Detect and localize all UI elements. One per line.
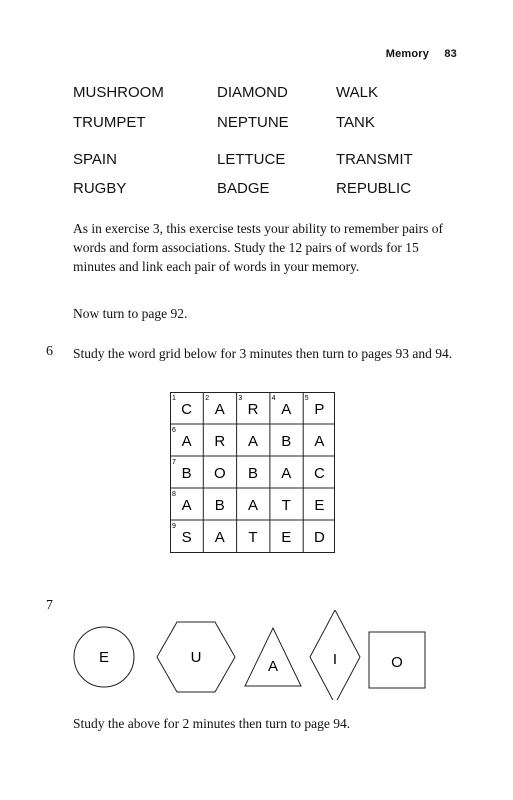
word: WALK [336,84,378,101]
grid-column-number: 3 [238,395,243,402]
grid-letter: A [281,401,292,418]
grid-letter: A [247,497,259,514]
running-header [386,48,457,60]
grid-letter: E [281,529,292,546]
grid-letter: E [314,497,325,514]
grid-letter: D [313,529,325,546]
grid-letter: T [281,497,291,514]
grid-row-number: 7 [172,459,176,466]
grid-row-number: 6 [172,427,176,434]
grid-letter: R [247,401,259,418]
exercise-instruction: Study the word grid below for 3 minutes then turn to pages 93 and 94. [73,346,453,361]
word: NEPTUNE [217,114,289,131]
grid-column-number: 2 [205,395,210,402]
grid-letter: A [314,433,325,450]
page-number: 83 [444,48,457,60]
grid-letter: S [181,529,192,546]
grid-letter: C [313,465,325,482]
word: SPAIN [73,151,117,168]
grid-letter: C [181,401,193,418]
grid-letter: A [247,433,259,450]
turn-page-instruction: Now turn to page 92. [73,306,188,321]
word: TRUMPET [73,114,146,131]
word: TRANSMIT [336,151,413,168]
word: DIAMOND [217,84,288,101]
word: BADGE [217,180,270,197]
grid-letter: B [281,433,292,450]
grid-letter: R [214,433,226,450]
exercise-number: 6 [46,344,53,359]
word: REPUBLIC [336,180,412,197]
hexagon-letter: U [190,649,202,666]
word: TANK [336,114,375,131]
grid-letter: P [314,401,325,418]
exercise-description: As in exercise 3, this exercise tests your ability to remember pairs of words and form associations. Study the 12 pairs of words for 15 minutes and link each pair of words in your memory. [73,221,444,274]
grid-letter: T [248,529,258,546]
grid-column-number: 1 [172,395,176,402]
grid-letter: A [181,433,192,450]
grid-letter: B [181,465,192,482]
exercise-7-instruction: Study the above for 2 minutes then turn to page 94. [73,716,351,731]
triangle-shape [245,628,301,686]
exercise-number: 7 [46,598,53,613]
grid-letter: A [214,401,225,418]
shapes-figure [70,610,440,700]
grid-column-number: 5 [304,395,309,402]
triangle-letter: A [267,658,279,675]
word: MUSHROOM [73,84,164,101]
grid-letter: A [181,497,192,514]
grid-letter: O [213,465,226,482]
section-title: Memory [385,48,430,60]
grid-letter: B [247,465,259,482]
grid-letter: A [214,529,225,546]
square-letter: O [391,654,403,671]
word: LETTUCE [217,151,286,168]
grid-column-number: 4 [271,395,276,402]
word-grid [170,392,340,557]
word: RUGBY [73,180,127,197]
diamond-letter: I [332,651,338,668]
grid-row-number: 8 [172,491,176,498]
grid-row-number: 9 [172,523,176,530]
grid-letter: B [214,497,225,514]
grid-letter: A [281,465,292,482]
circle-letter: E [98,649,110,666]
